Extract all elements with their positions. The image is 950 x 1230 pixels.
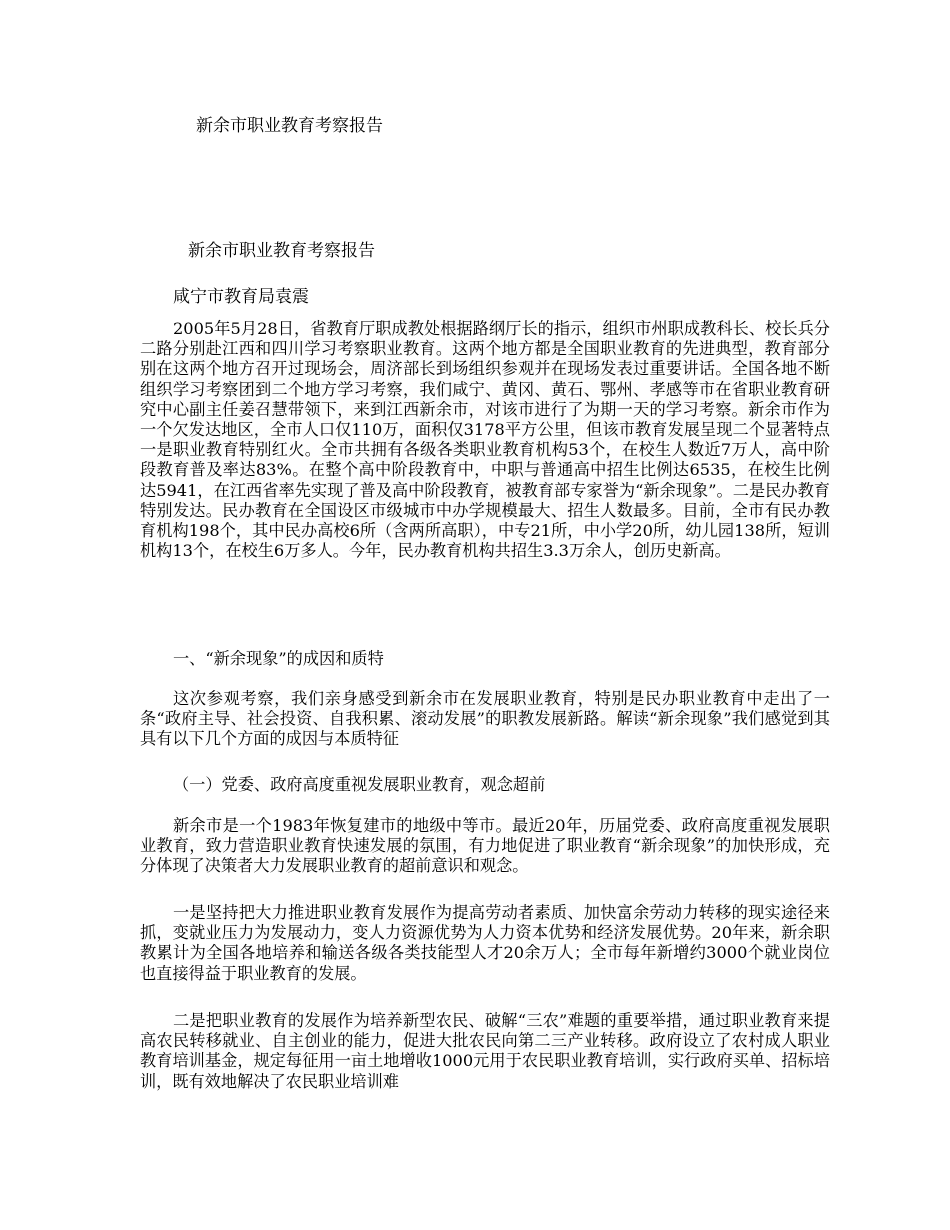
paragraph-xinyu-city: 新余市是一个1983年恢复建市的地级中等市。最近20年，历届党委、政府高度重视发展职业教育，致力营造职业教育快速发展的氛围，有力地促进了职业教育“新余现象”的加快形成，充分体现了决策者大力发展职业教育的超前意识和观念。 xyxy=(140,816,830,876)
paragraph-point-two: 二是把职业教育的发展作为培养新型农民、破解“三农”难题的重要举措，通过职业教育来提高农民转移就业、自主创业的能力，促进大批农民向第二三产业转移。政府设立了农村成人职业教育培训基金，规定每征用一亩土地增收1000元用于农民职业教育培训，实行政府买单、招标培训，既有效地解决了农民职业培训难 xyxy=(140,1011,830,1091)
section-heading-1: 一、“新余现象”的成因和质特 xyxy=(173,649,384,668)
subsection-heading-1: （一）党委、政府高度重视发展职业教育，观念超前 xyxy=(173,775,546,794)
paragraph-point-one: 一是坚持把大力推进职业教育发展作为提高劳动者素质、加快富余劳动力转移的现实途径来抓，变就业压力为发展动力，变人力资源优势为人力资本优势和经济发展优势。20年来，新余职教累计为全国各地培养和输送各级各类技能型人才20余万人；全市每年新增约3000个就业岗位也直接得益于职业教育的发展。 xyxy=(140,903,830,983)
author-line: 咸宁市教育局袁震 xyxy=(173,287,309,307)
paragraph-overview: 这次参观考察，我们亲身感受到新余市在发展职业教育，特别是民办职业教育中走出了一条“政府主导、社会投资、自我积累、滚动发展”的职教发展新路。解读“新余现象”我们感觉到其具有以下几个方面的成因与本质特征 xyxy=(140,689,830,749)
document-heading: 新余市职业教育考察报告 xyxy=(188,241,375,261)
document-top-title: 新余市职业教育考察报告 xyxy=(196,116,383,136)
paragraph-intro: 2005年5月28日，省教育厅职成教处根据路纲厅长的指示，组织市州职成教科长、校长兵分二路分别赴江西和四川学习考察职业教育。这两个地方都是全国职业教育的先进典型，教育部分别在这两个地方召开过现场会，周济部长到场组织参观并在现场发表过重要讲话。全国各地不断组织学习考察团到二个地方学习考察，我们咸宁、黄冈、黄石、鄂州、孝感等市在省职业教育研究中心副主任姜召慧带领下，来到江西新余市，对该市进行了为期一天的学习考察。新余市作为一个欠发达地区，全市人口仅110万，面积仅3178平方公里，但该市教育发展呈现二个显著特点一是职业教育特别红火。全市共拥有各级各类职业教育机构53个，在校生人数近7万人，高中阶段教育普及率达83%。在整个高中阶段教育中，中职与普通高中招生比例达6535，在校生比例达5941，在江西省率先实现了普及高中阶段教育，被教育部专家誉为“新余现象”。二是民办教育特别发达。民办教育在全国设区市级城市中办学规模最大、招生人数最多。目前，全市有民办教育机构198个，其中民办高校6所（含两所高职），中专21所，中小学20所，幼儿园138所，短训机构13个，在校生6万多人。今年，民办教育机构共招生3.3万余人，创历史新高。 xyxy=(140,319,830,561)
